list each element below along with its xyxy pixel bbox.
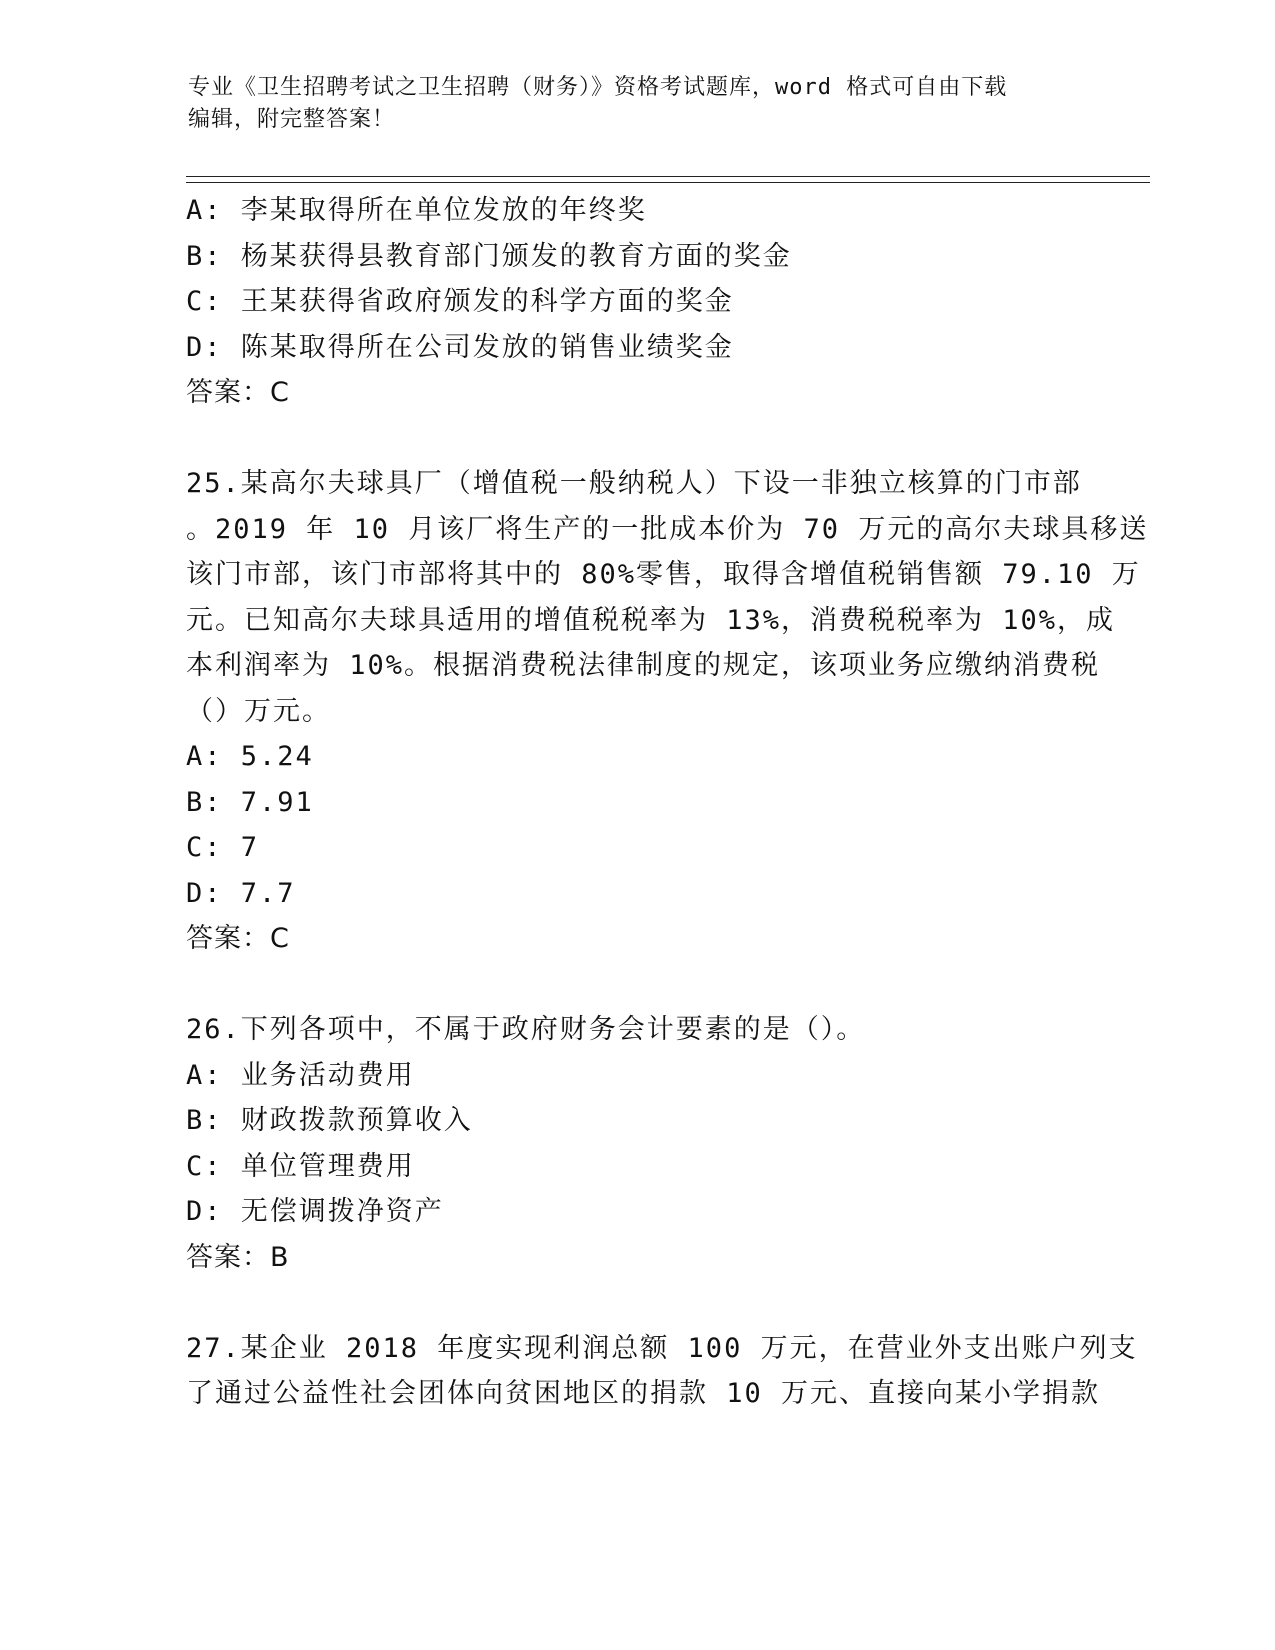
answer: 答案：C xyxy=(186,923,290,954)
header-divider-bottom xyxy=(186,182,1150,183)
question-24 xyxy=(186,188,1086,416)
question-text-line: 了通过公益性社会团体向贫困地区的捐款 10 万元、直接向某小学捐款 xyxy=(186,1378,1101,1409)
option-a: A: 5.24 xyxy=(186,741,314,772)
document-body xyxy=(186,188,1149,1417)
document-header xyxy=(188,72,1068,136)
option-c: C: 7 xyxy=(186,832,260,863)
question-text-line: （）万元。 xyxy=(186,695,331,727)
option-c: C: 王某获得省政府颁发的科学方面的奖金 xyxy=(186,286,734,317)
question-27 xyxy=(186,1326,1138,1417)
option-d: D: 7.7 xyxy=(186,877,296,909)
answer: 答案：B xyxy=(186,1241,290,1273)
option-d: D: 陈某取得所在公司发放的销售业绩奖金 xyxy=(186,331,734,363)
question-text-line: 该门市部，该门市部将其中的 80%零售，取得含增值税销售额 79.10 万 xyxy=(186,559,1141,590)
question-text-line: 元。已知高尔夫球具适用的增值税税率为 13%，消费税税率为 10%，成 xyxy=(186,604,1116,636)
question-text-line: 27.某企业 2018 年度实现利润总额 100 万元，在营业外支出账户列支 xyxy=(186,1332,1138,1364)
header-line-2: 编辑，附完整答案！ xyxy=(188,107,396,132)
header-line-1: 专业《卫生招聘考试之卫生招聘（财务）》资格考试题库，word 格式可自由下载 xyxy=(188,75,1008,100)
option-d: D: 无偿调拨净资产 xyxy=(186,1196,444,1227)
header-divider-top xyxy=(186,176,1150,177)
option-b: B: 财政拨款预算收入 xyxy=(186,1105,473,1136)
option-a: A: 李某取得所在单位发放的年终奖 xyxy=(186,195,647,226)
option-a: A: 业务活动费用 xyxy=(186,1059,415,1091)
answer: 答案：C xyxy=(186,377,290,408)
option-b: B: 7.91 xyxy=(186,786,314,818)
question-text-line: 26.下列各项中，不属于政府财务会计要素的是（）。 xyxy=(186,1014,866,1045)
question-text-line: 。2019 年 10 月该厂将生产的一批成本价为 70 万元的高尔夫球具移送 xyxy=(186,513,1149,545)
question-25 xyxy=(186,461,1149,962)
option-c: C: 单位管理费用 xyxy=(186,1150,415,1182)
option-b: B: 杨某获得县教育部门颁发的教育方面的奖金 xyxy=(186,240,792,272)
question-26 xyxy=(186,1007,1086,1280)
question-text-line: 本利润率为 10%。根据消费税法律制度的规定，该项业务应缴纳消费税 xyxy=(186,650,1101,681)
question-text-line: 25.某高尔夫球具厂（增值税一般纳税人）下设一非独立核算的门市部 xyxy=(186,468,1082,499)
